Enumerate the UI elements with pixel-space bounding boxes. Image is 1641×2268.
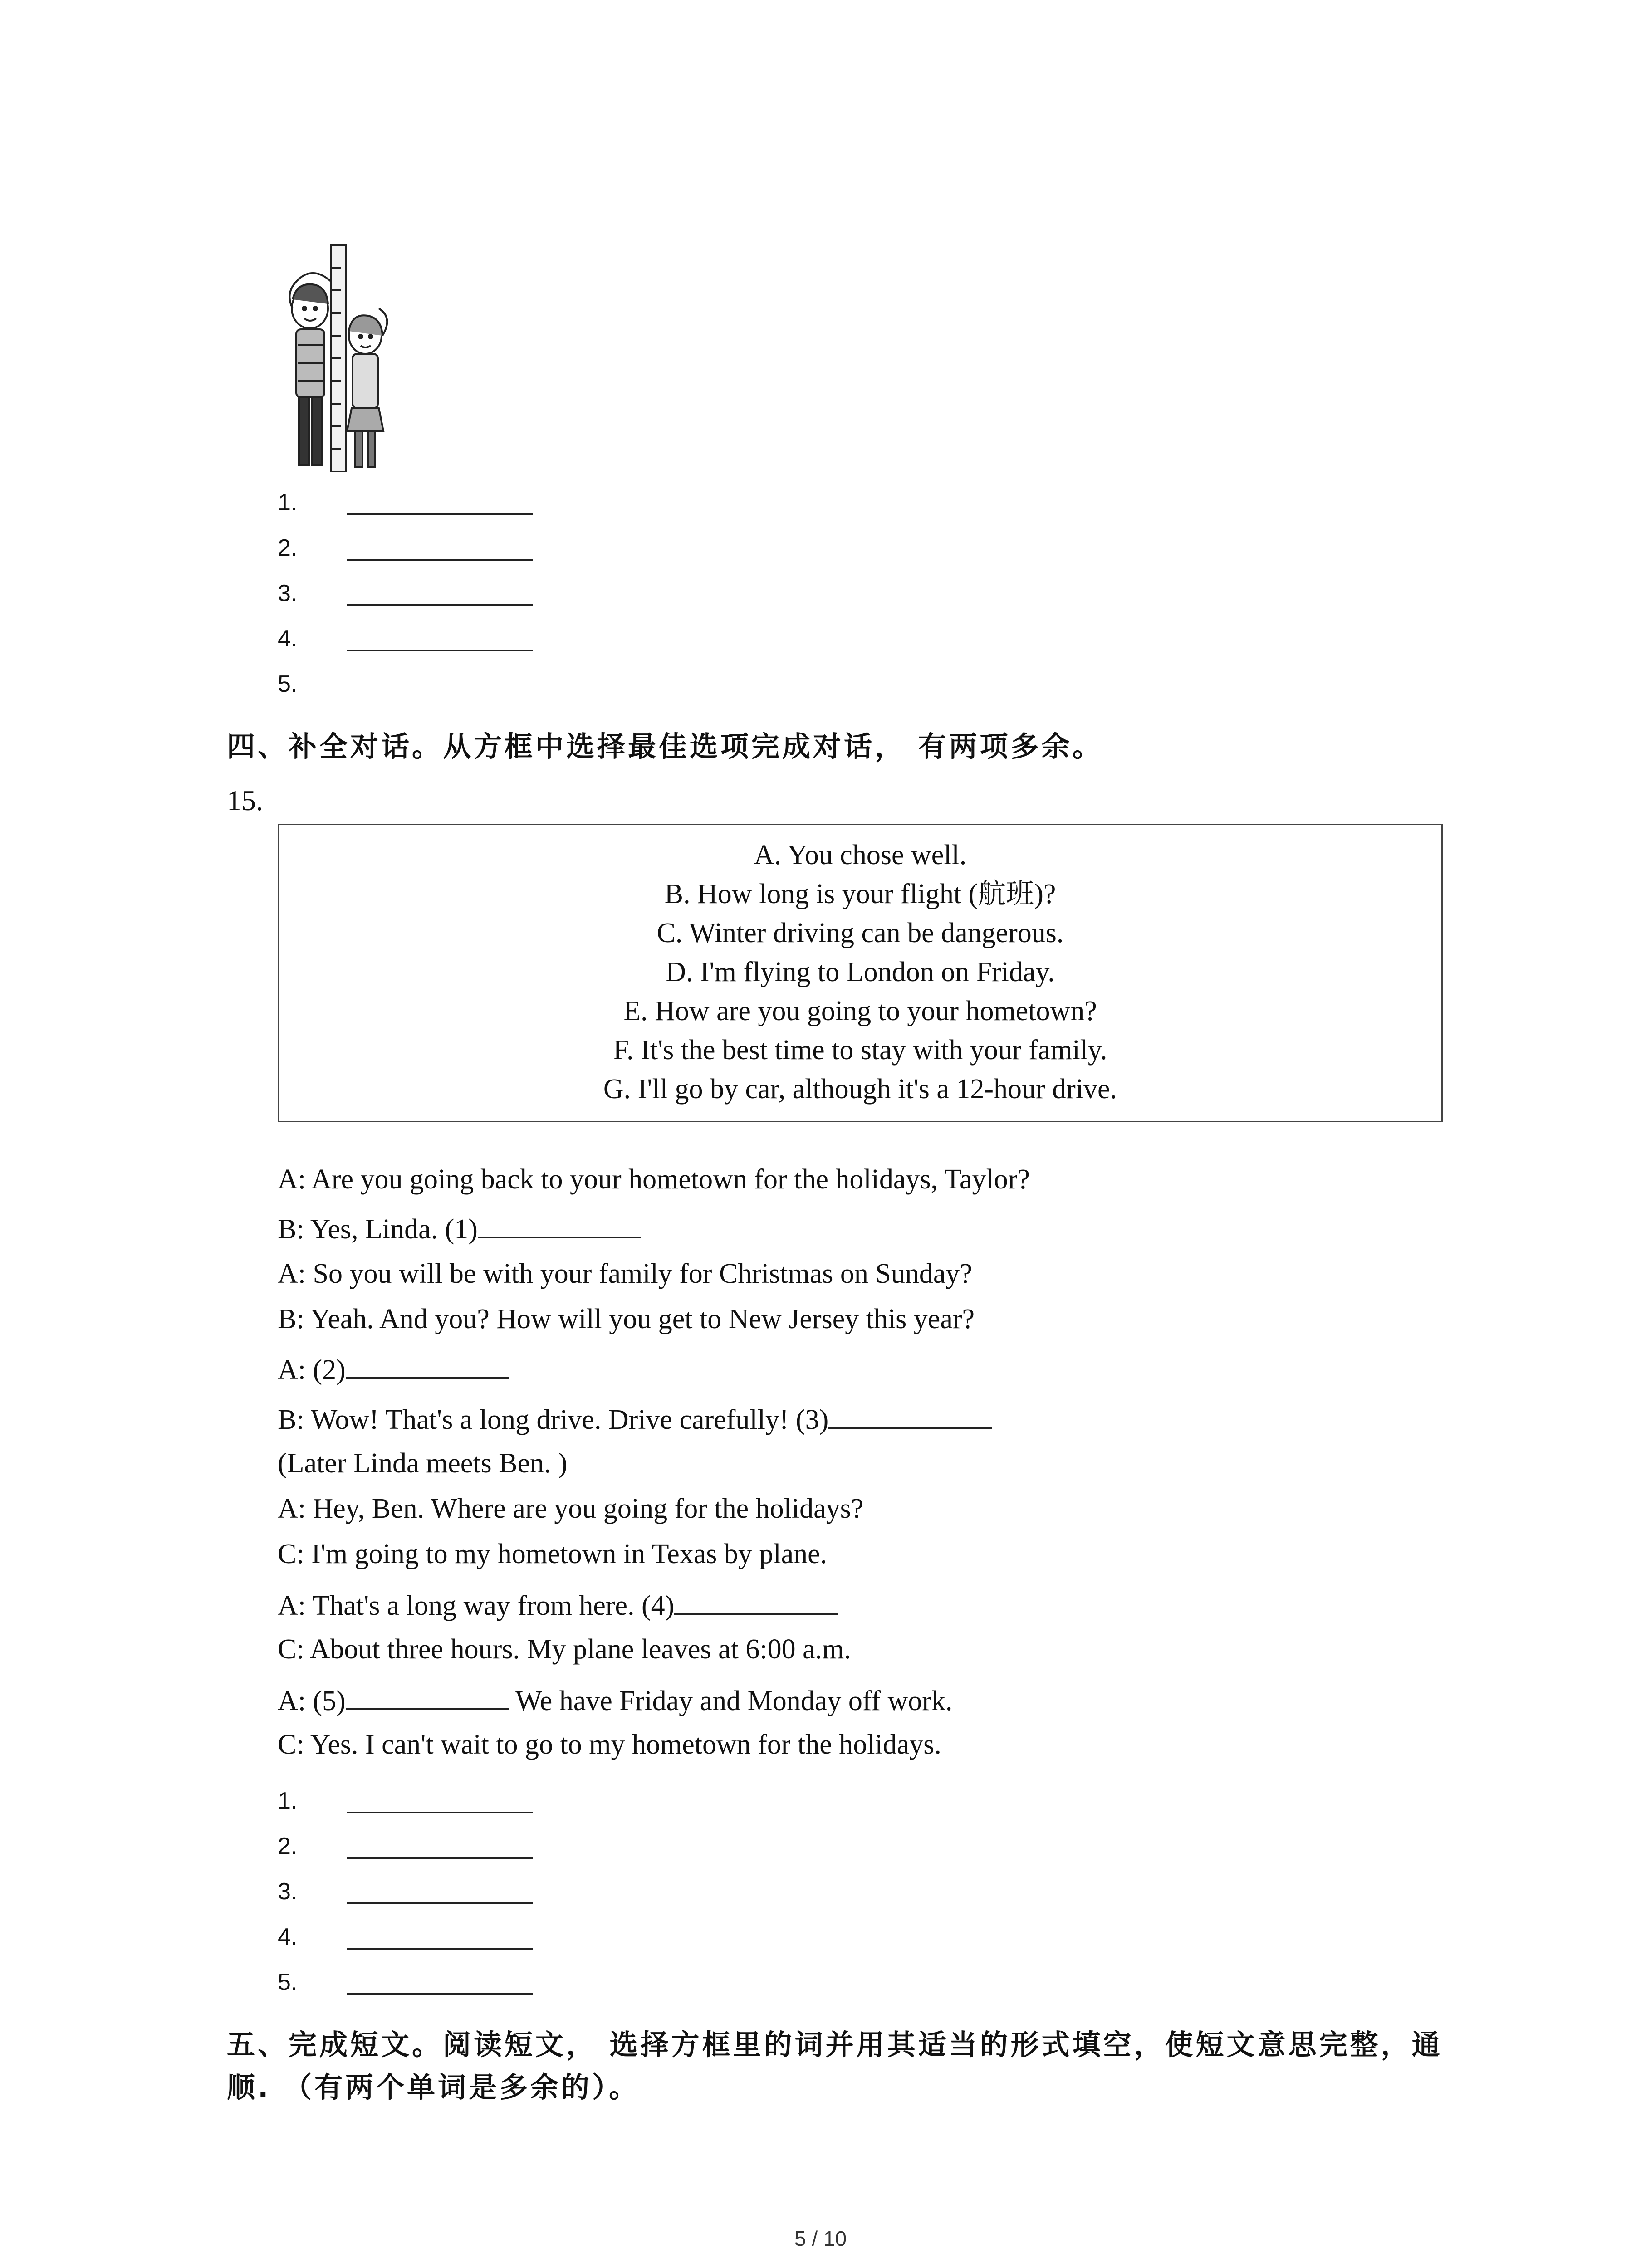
answer-item <box>278 616 550 661</box>
dialogue-line: B: Yes, Linda. (1) <box>278 1209 641 1246</box>
item-number: 1. <box>278 489 298 516</box>
option-b: B. How long is your flight (航班)? <box>664 879 1056 909</box>
dialogue-line: A: So you will be with your family for Christmas on Sunday? <box>278 1258 972 1289</box>
answer-blank[interactable] <box>347 1948 533 1950</box>
dialogue-blank-5[interactable] <box>346 1681 509 1710</box>
item-number: 2. <box>278 1833 298 1859</box>
dialogue-line: C: About three hours. My plane leaves at 6:00 a.m. <box>278 1634 851 1665</box>
item-number: 1. <box>278 1788 298 1814</box>
answer-blank[interactable] <box>347 604 533 606</box>
answer-blank[interactable] <box>347 1902 533 1904</box>
dialogue-line: (Later Linda meets Ben. ) <box>278 1448 568 1479</box>
dialogue-blank-3[interactable] <box>828 1400 992 1429</box>
dialogue-line: C: I'm going to my hometown in Texas by plane. <box>278 1539 828 1569</box>
option-f: F. It's the best time to stay with your family. <box>613 1035 1107 1066</box>
answer-item <box>278 1960 550 2005</box>
answer-item <box>278 480 550 525</box>
dialogue-line: C: Yes. I can't wait to go to my hometown for the holidays. <box>278 1729 941 1760</box>
page-number: 5 / 10 <box>794 2227 847 2250</box>
question-number: 15. <box>227 784 263 816</box>
height-measuring-illustration <box>274 240 420 472</box>
dialogue-blank-1[interactable] <box>478 1209 641 1238</box>
answer-item <box>278 1823 550 1869</box>
item-number: 4. <box>278 626 298 652</box>
item-number: 2. <box>278 535 298 561</box>
dialogue-blank-4[interactable] <box>674 1586 838 1615</box>
dialogue-line: A: Are you going back to your hometown for the holidays, Taylor? <box>278 1164 1030 1195</box>
dialogue-line: A: (5) We have Friday and Monday off work. <box>278 1681 952 1717</box>
option-e: E. How are you going to your hometown? <box>623 996 1097 1026</box>
dialogue-line: B: Wow! That's a long drive. Drive carefully! (3) <box>278 1400 992 1436</box>
item-number: 3. <box>278 580 298 606</box>
answer-item <box>278 1778 550 1823</box>
answer-item <box>278 1869 550 1914</box>
answer-blank[interactable] <box>347 513 533 515</box>
answer-item <box>278 571 550 616</box>
dialogue-line: A: That's a long way from here. (4) <box>278 1586 838 1622</box>
option-g: G. I'll go by car, although it's a 12-hour drive. <box>603 1074 1117 1105</box>
section-5-heading-line-1: 五、完成短文。阅读短文， 选择方框里的词并用其适当的形式填空，使短文意思完整，通 <box>227 2028 1443 2061</box>
option-a: A. You chose well. <box>754 840 967 870</box>
dialogue-line: A: Hey, Ben. Where are you going for the holidays? <box>278 1493 864 1524</box>
dialogue-line: A: (2) <box>278 1350 509 1386</box>
answer-blank[interactable] <box>347 650 533 651</box>
dialogue-blank-2[interactable] <box>346 1350 509 1379</box>
answer-blank[interactable] <box>347 1857 533 1859</box>
item-number: 5. <box>278 671 298 697</box>
answer-blank[interactable] <box>347 559 533 561</box>
answer-item <box>278 1914 550 1960</box>
option-c: C. Winter driving can be dangerous. <box>656 918 1064 948</box>
answer-item <box>278 661 550 707</box>
item-number: 5. <box>278 1969 298 1995</box>
item-number: 4. <box>278 1924 298 1950</box>
item-number: 3. <box>278 1878 298 1905</box>
answer-blank[interactable] <box>347 1812 533 1813</box>
answer-blank[interactable] <box>347 1993 533 1995</box>
option-d: D. I'm flying to London on Friday. <box>666 957 1055 987</box>
answer-item <box>278 525 550 571</box>
options-box <box>278 824 1443 1122</box>
section-4-heading: 四、补全对话。从方框中选择最佳选项完成对话， 有两项多余。 <box>227 730 1103 763</box>
section-5-heading-line-2: 顺. （有两个单词是多余的）。 <box>227 2071 640 2104</box>
dialogue-line: B: Yeah. And you? How will you get to New Jersey this year? <box>278 1304 975 1334</box>
